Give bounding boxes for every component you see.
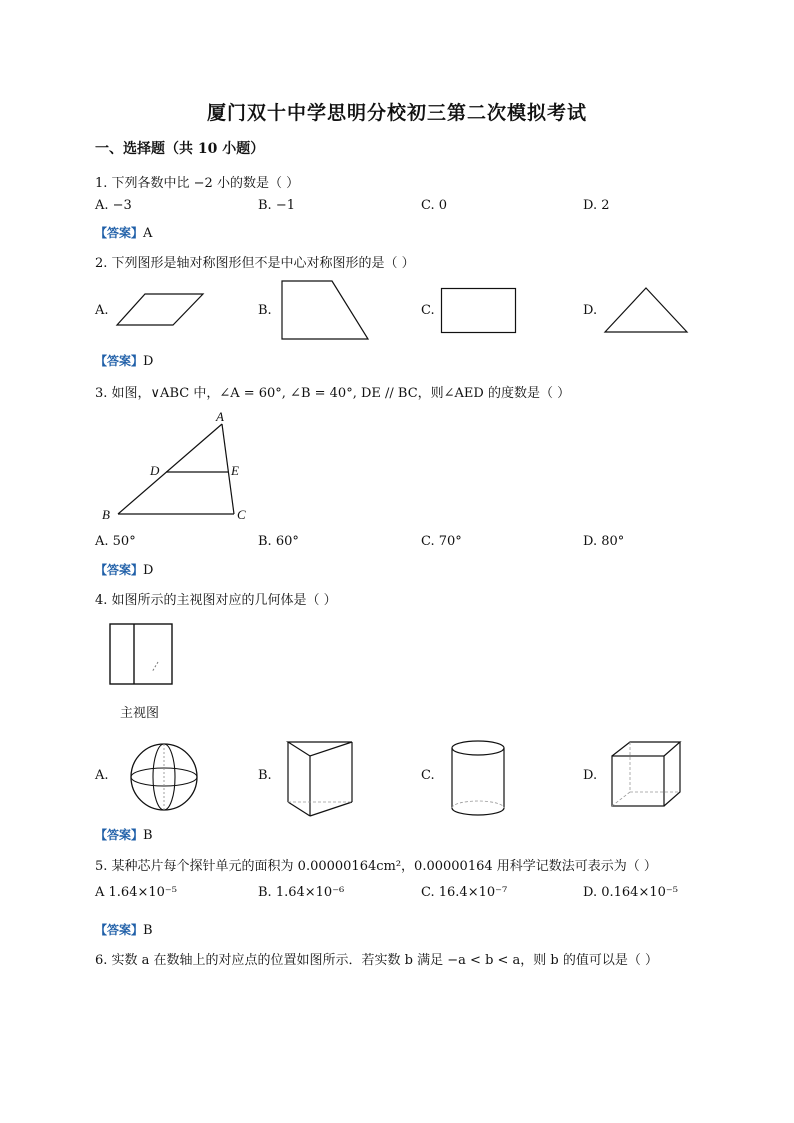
question-2-stem: 2. 下列图形是轴对称图形但不是中心对称图形的是（ ） (95, 256, 415, 271)
cylinder-figure (446, 738, 510, 820)
q4-answer (95, 826, 153, 843)
question-4-stem: 4. 如图所示的主视图对应的几何体是（ ） (95, 593, 337, 608)
q3-option-d: D. 80° (583, 534, 625, 549)
answer-tag: 【答案】 (95, 923, 144, 937)
cube-figure (608, 738, 684, 810)
triangular-prism-figure (284, 738, 356, 820)
q1-answer-value: A (143, 226, 153, 241)
question-5-stem: 5. 某种芯片每个探针单元的面积为 0.00000164cm²，0.00000164 用科学记数法可表示为（ ） (95, 859, 657, 874)
q5-answer-value: B (143, 923, 153, 938)
q3-answer (95, 561, 153, 578)
q4-option-d: D. (583, 768, 598, 783)
triangle-figure (603, 286, 689, 334)
q2-option-a: A. (95, 303, 109, 318)
page-title: 厦门双十中学思明分校初三第二次模拟考试 (206, 102, 587, 124)
q5-answer (95, 921, 153, 938)
answer-tag: 【答案】 (95, 354, 144, 368)
q5-option-c: C. 16.4×10⁻⁷ (421, 885, 508, 900)
q1-option-a: A. −3 (95, 198, 132, 213)
q5-option-d: D. 0.164×10⁻⁵ (583, 885, 678, 900)
q2-answer-value: D (143, 354, 154, 369)
vertex-label-a: A (216, 409, 224, 424)
vertex-label-e: E (231, 463, 239, 478)
sphere-figure (114, 740, 218, 814)
parallelogram-figure (115, 290, 205, 330)
answer-tag: 【答案】 (95, 563, 144, 577)
q3-option-c: C. 70° (421, 534, 462, 549)
q1-option-b: B. −1 (258, 198, 295, 213)
question-6-stem: 6. 实数 a 在数轴上的对应点的位置如图所示．若实数 b 满足 −a < b < a，则 b 的值可以是（ ） (95, 953, 659, 968)
trapezoid-figure (280, 279, 370, 341)
answer-tag: 【答案】 (95, 226, 144, 240)
q3-answer-value: D (143, 563, 154, 578)
q4-answer-value: B (143, 828, 153, 843)
q5-option-b: B. 1.64×10⁻⁶ (258, 885, 345, 900)
vertex-label-b: B (102, 507, 110, 522)
front-view-figure (108, 622, 174, 686)
q2-option-c: C. (421, 303, 435, 318)
question-3-stem: 3. 如图，∨ABC 中，∠A = 60°, ∠B = 40°, DE // BC，则∠AED 的度数是（ ） (95, 386, 571, 401)
q1-option-d: D. 2 (583, 198, 610, 213)
q3-option-b: B. 60° (258, 534, 299, 549)
q2-option-d: D. (583, 303, 598, 318)
q4-option-a: A. (95, 768, 109, 783)
q2-answer (95, 352, 153, 369)
q1-option-c: C. 0 (421, 198, 448, 213)
answer-tag: 【答案】 (95, 828, 144, 842)
q4-option-c: C. (421, 768, 435, 783)
q4-option-b: B. (258, 768, 272, 783)
rectangle-figure (440, 287, 518, 335)
q5-option-a: A 1.64×10⁻⁵ (95, 885, 177, 900)
vertex-label-c: C (237, 507, 246, 522)
q2-option-b: B. (258, 303, 272, 318)
section-heading: 一、选择题（共 10 小题） (95, 141, 265, 157)
q3-option-a: A. 50° (95, 534, 136, 549)
front-view-caption: 主视图 (120, 706, 160, 721)
q1-answer (95, 224, 152, 241)
question-1-stem: 1. 下列各数中比 −2 小的数是（ ） (95, 176, 300, 191)
vertex-label-d: D (150, 463, 160, 478)
